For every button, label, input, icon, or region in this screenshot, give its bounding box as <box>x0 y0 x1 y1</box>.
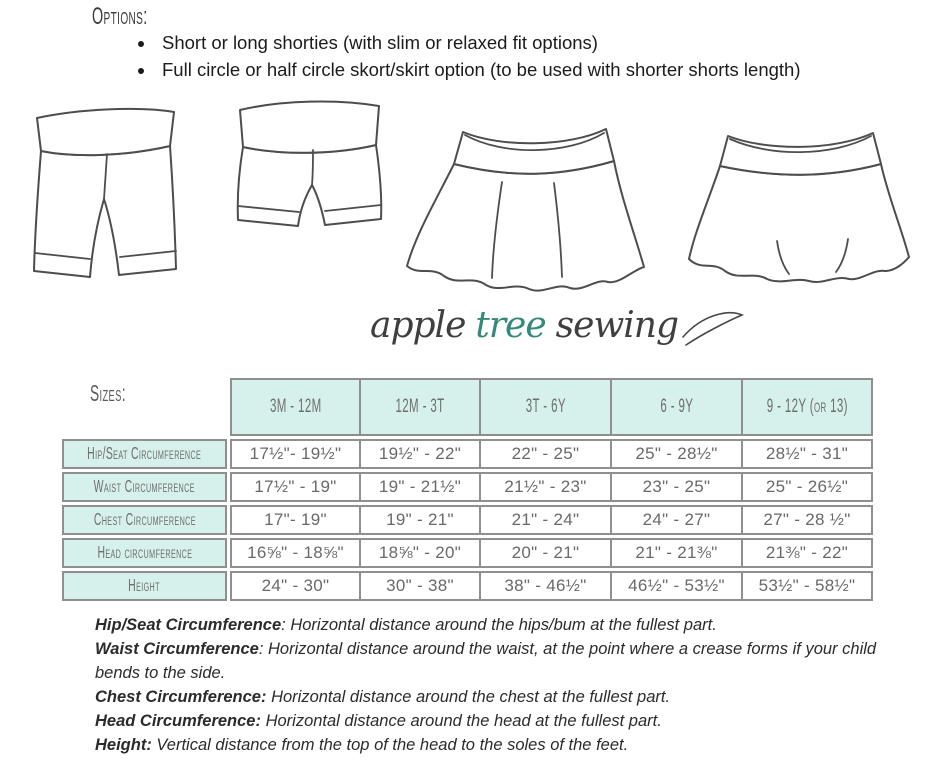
logo-word-tree: tree <box>475 304 546 346</box>
definition-hip-seat: Hip/Seat Circumference: Horizontal distance around the hips/bum at the fullest part. <box>95 616 717 634</box>
size-column-header: 3M - 12M <box>230 378 361 436</box>
table-cell: 21⅜" - 22" <box>741 538 873 568</box>
table-cell: 19" - 21½" <box>359 472 481 502</box>
table-cell: 22" - 25" <box>479 439 612 469</box>
sizes-header-row <box>62 378 873 436</box>
table-cell: 21½" - 23" <box>479 472 612 502</box>
table-row-chest <box>62 505 873 535</box>
table-cell: 18⅝" - 20" <box>359 538 481 568</box>
logo-flourish-swash-icon <box>682 309 744 351</box>
table-cell: 53½" - 58½" <box>741 571 873 601</box>
definition-chest: Chest Circumference: Horizontal distance around the chest at the fullest part. <box>95 688 671 706</box>
table-cell: 21" - 21⅜" <box>610 538 743 568</box>
size-column-header: 3T - 6Y <box>479 378 612 436</box>
table-row-hip-seat <box>62 439 873 469</box>
definition-waist: Waist Circumference: Horizontal distance around the waist, at the point where a crease forms if your child bends to the side. <box>95 640 877 682</box>
table-cell: 25" - 26½" <box>741 472 873 502</box>
table-cell: 38" - 46½" <box>479 571 612 601</box>
apple-tree-sewing-logo <box>370 292 744 358</box>
table-cell: 23" - 25" <box>610 472 743 502</box>
table-cell: 17½" - 19" <box>230 472 361 502</box>
table-cell: 19" - 21" <box>359 505 481 535</box>
table-cell: 21" - 24" <box>479 505 612 535</box>
row-label: Hip/Seat Circumference <box>62 439 227 469</box>
table-cell: 19½" - 22" <box>359 439 481 469</box>
sizes-corner-label: Sizes: <box>90 381 126 408</box>
half-circle-skirt-illustration <box>682 123 917 293</box>
table-cell: 24" - 27" <box>610 505 743 535</box>
long-shorties-illustration <box>24 101 186 297</box>
options-list <box>122 30 856 83</box>
logo-word-apple: apple <box>370 304 466 346</box>
sizes-table <box>62 378 873 601</box>
logo-word-sewing: sewing <box>555 304 679 346</box>
table-cell: 24" - 30" <box>230 571 361 601</box>
table-row-height <box>62 571 873 601</box>
row-label: Head circumference <box>62 538 227 568</box>
definition-head: Head Circumference: Horizontal distance around the head at the fullest part. <box>95 712 662 730</box>
option-item-skirt: • Full circle or half circle skort/skirt option (to be used with shorter shorts length) <box>156 57 856 83</box>
table-row-waist <box>62 472 873 502</box>
table-cell: 17"- 19" <box>230 505 361 535</box>
table-cell: 25" - 28½" <box>610 439 743 469</box>
size-column-header: 6 - 9Y <box>610 378 743 436</box>
table-cell: 28½" - 31" <box>741 439 873 469</box>
definition-height: Height: Vertical distance from the top of the head to the soles of the feet. <box>95 736 629 754</box>
table-cell: 17½"- 19½" <box>230 439 361 469</box>
table-row-head <box>62 538 873 568</box>
table-cell: 16⅝" - 18⅝" <box>230 538 361 568</box>
table-cell: 30" - 38" <box>359 571 481 601</box>
size-column-header: 9 - 12Y (or 13) <box>741 378 873 436</box>
row-label: Height <box>62 571 227 601</box>
options-heading: Options: <box>92 3 148 31</box>
full-circle-skirt-illustration <box>403 120 668 296</box>
option-item-shorties: • Short or long shorties (with slim or relaxed fit options) <box>156 30 856 56</box>
row-label: Waist Circumference <box>62 472 227 502</box>
measurement-definitions <box>95 613 895 757</box>
row-label: Chest Circumference <box>62 505 227 535</box>
table-cell: 20" - 21" <box>479 538 612 568</box>
size-column-header: 12M - 3T <box>359 378 481 436</box>
short-shorties-illustration <box>230 95 388 255</box>
table-cell: 27" - 28 ½" <box>741 505 873 535</box>
table-cell: 46½" - 53½" <box>610 571 743 601</box>
